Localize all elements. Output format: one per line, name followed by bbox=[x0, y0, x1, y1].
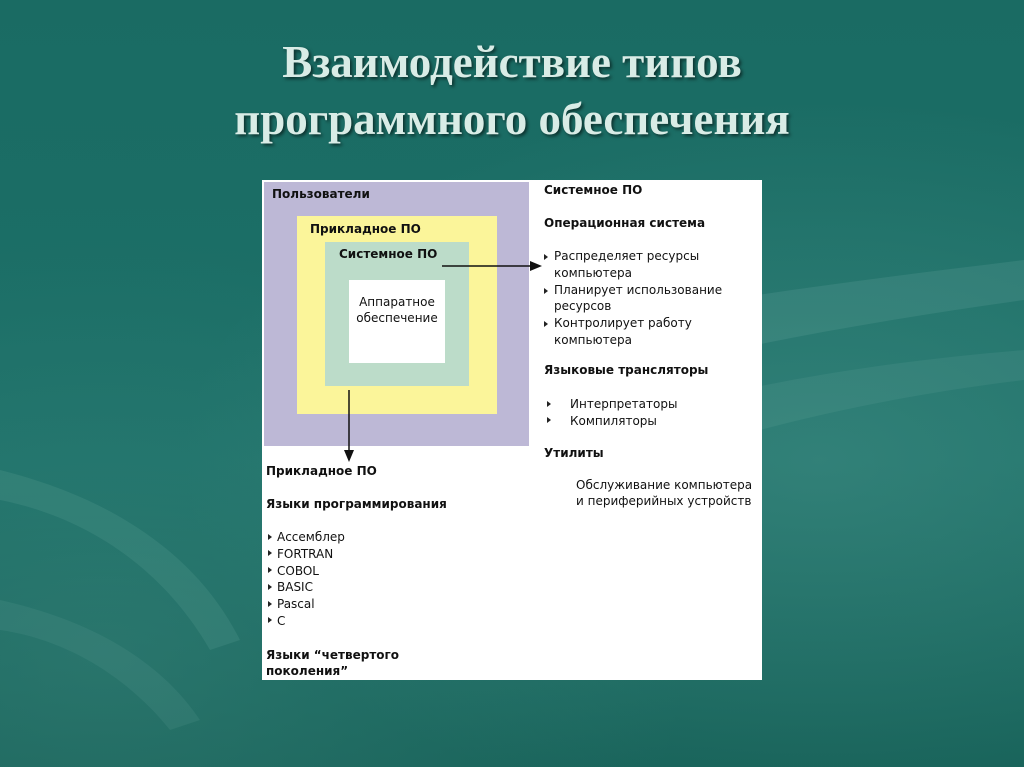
users-label: Пользователи bbox=[272, 187, 370, 201]
right-heading: Системное ПО bbox=[544, 183, 643, 197]
list-item: Интерпретаторы bbox=[547, 396, 677, 413]
list-item: Pascal bbox=[268, 596, 345, 613]
utilities-line-2: и периферийных устройств bbox=[576, 494, 752, 508]
os-heading: Операционная система bbox=[544, 216, 706, 230]
page-title bbox=[0, 34, 1024, 148]
arrow-icon bbox=[344, 390, 354, 462]
list-item-cont: ресурсов bbox=[554, 299, 612, 314]
list-item-cont: компьютера bbox=[554, 265, 633, 280]
list-item: Планирует использование bbox=[544, 282, 722, 299]
translators-heading: Языковые трансляторы bbox=[544, 363, 709, 377]
arrow-icon bbox=[442, 261, 542, 271]
arrows-layer bbox=[262, 180, 762, 680]
fourth-gen-line-1: Языки “четвертого bbox=[266, 648, 400, 662]
bottom-heading: Прикладное ПО bbox=[266, 464, 377, 478]
fourth-gen-line-2: поколения” bbox=[266, 664, 349, 678]
title-line-1: Взаимодействие типов bbox=[282, 37, 742, 87]
languages-heading: Языки программирования bbox=[266, 497, 447, 511]
app-po-label: Прикладное ПО bbox=[310, 222, 421, 236]
utilities-line-1: Обслуживание компьютера bbox=[576, 478, 753, 492]
list-item: Ассемблер bbox=[268, 529, 345, 546]
list-item-cont: компьютера bbox=[554, 332, 633, 347]
list-item: Распределяет ресурсы bbox=[544, 248, 722, 265]
hardware-label: Аппаратное обеспечение bbox=[356, 295, 438, 325]
diagram-panel bbox=[262, 180, 762, 680]
list-item: BASIC bbox=[268, 579, 345, 596]
list-item: Компиляторы bbox=[547, 413, 677, 430]
list-item: FORTRAN bbox=[268, 546, 345, 563]
sys-po-label: Системное ПО bbox=[339, 247, 438, 261]
utilities-heading: Утилиты bbox=[544, 446, 604, 460]
title-line-2: программного обеспечения bbox=[234, 94, 790, 144]
list-item: Контролирует работу bbox=[544, 315, 722, 332]
list-item: COBOL bbox=[268, 563, 345, 580]
list-item: C bbox=[268, 613, 345, 630]
